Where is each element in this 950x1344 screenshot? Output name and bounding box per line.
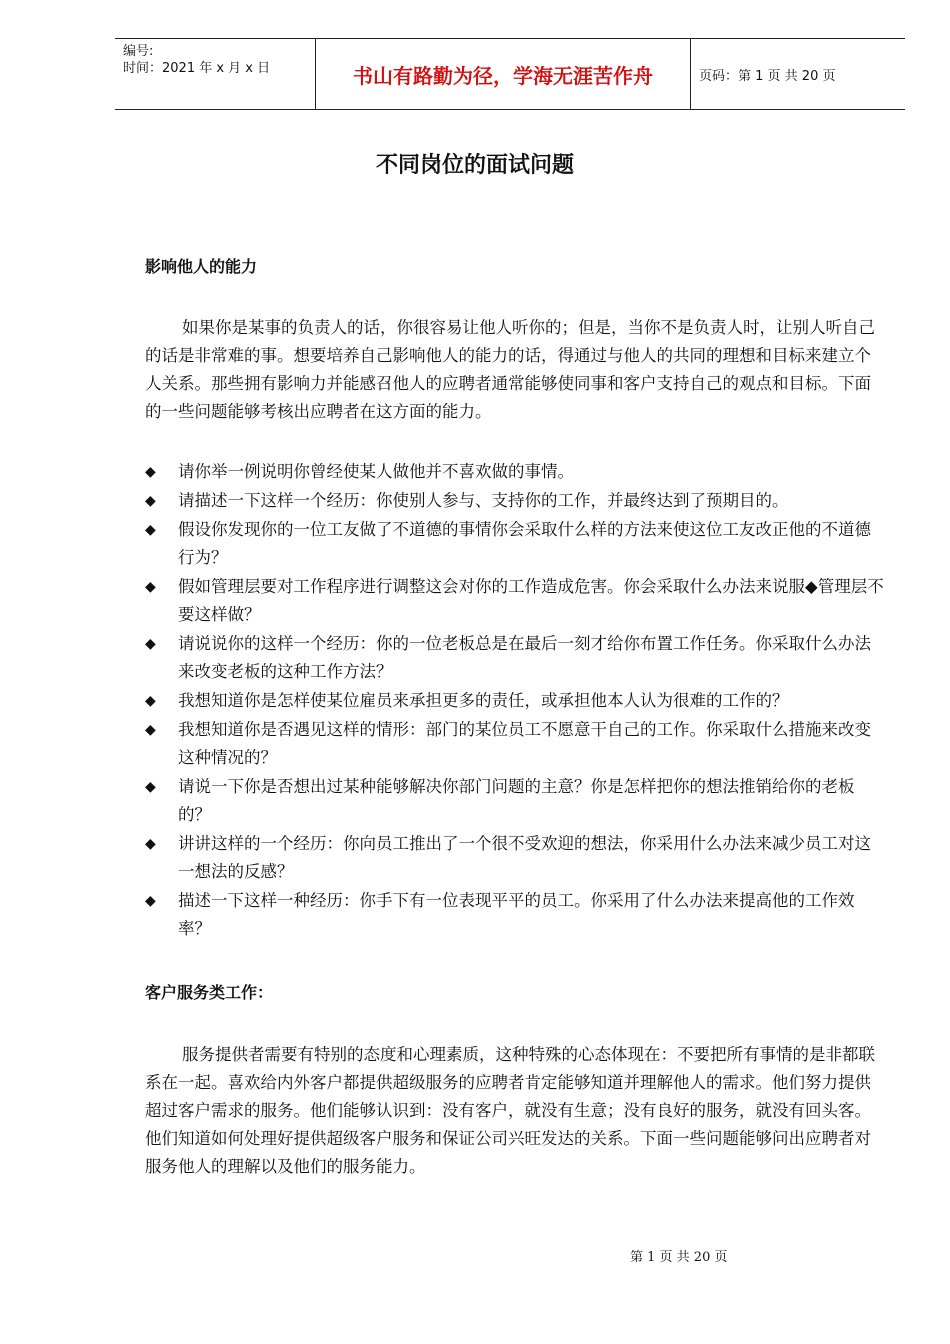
list-item-text: 讲讲这样的一个经历：你向员工推出了一个很不受欢迎的想法，你采用什么办法来减少员工对这一想法的反感？ [178,834,871,881]
time-label: 时间：2021 年 x 月 x 日 [123,61,271,76]
list-item [145,887,885,943]
list-item [145,687,885,715]
diamond-bullet-icon: ◆ [145,636,156,652]
document-header [115,38,905,110]
section-heading-customer-service: 客户服务类工作： [145,983,274,1002]
list-item-text: 描述一下这样一种经历：你手下有一位表现平平的员工。你采用了什么办法来提高他的工作效率？ [178,891,855,938]
list-item-text: 假设你发现你的一位工友做了不道德的事情你会采取什么样的方法来使这位工友改正他的不道德行为？ [178,520,871,567]
page-footer: 第 1 页 共 20 页 [630,1250,728,1265]
section-heading-influence: 影响他人的能力 [145,257,258,276]
page-label: 页码：第 1 页 共 20 页 [699,68,836,84]
question-list-influence [145,458,885,944]
list-item-text: 请你举一例说明你曾经使某人做他并不喜欢做的事情。 [178,462,574,481]
section-paragraph-influence: 如果你是某事的负责人的话，你很容易让他人听你的；但是，当你不是负责人时，让别人听自己的话是非常难的事。想要培养自己影响他人的能力的话，得通过与他人的共同的理想和目标来建立个人关系。那些拥有影响力并能感召他人的应聘者通常能够使同事和客户支持自己的观点和目标。下面的一些问题能够考核出应聘者在这方面的能力。 [145,318,875,421]
list-item-text: 请说一下你是否想出过某种能够解决你部门问题的主意？你是怎样把你的想法推销给你的老板的？ [178,777,855,824]
list-item [145,573,885,629]
list-item [145,830,885,886]
number-label: 编号: [123,44,154,59]
list-item [145,487,885,515]
diamond-bullet-icon: ◆ [145,464,156,480]
page-title: 不同岗位的面试问题 [375,153,574,178]
diamond-bullet-icon: ◆ [145,893,156,909]
list-item [145,630,885,686]
diamond-bullet-icon: ◆ [145,836,156,852]
list-item [145,716,885,772]
motto: 书山有路勤为径，学海无涯苦作舟 [316,39,691,109]
diamond-bullet-icon: ◆ [145,522,156,538]
list-item [145,773,885,829]
list-item-text: 假如管理层要对工作程序进行调整这会对你的工作造成危害。你会采取什么办法来说服◆管理层不要这样做？ [178,577,884,624]
section-paragraph-customer-service: 服务提供者需要有特别的态度和心理素质，这种特殊的心态体现在：不要把所有事情的是非都联系在一起。喜欢给内外客户都提供超级服务的应聘者肯定能够知道并理解他人的需求。他们努力提供超过客户需求的服务。他们能够认识到：没有客户，就没有生意；没有良好的服务，就没有回头客。他们知道如何处理好提供超级客户服务和保证公司兴旺发达的关系。下面一些问题能够问出应聘者对服务他人的理解以及他们的服务能力。 [145,1045,875,1176]
diamond-bullet-icon: ◆ [145,493,156,509]
list-item-text: 我想知道你是怎样使某位雇员来承担更多的责任，或承担他本人认为很难的工作的？ [178,691,789,710]
list-item-text: 请说说你的这样一个经历：你的一位老板总是在最后一刻才给你布置工作任务。你采取什么办法来改变老板的这种工作方法？ [178,634,871,681]
list-item-text: 请描述一下这样一个经历：你使别人参与、支持你的工作，并最终达到了预期目的。 [178,491,789,510]
diamond-bullet-icon: ◆ [145,722,156,738]
header-meta-cell [115,39,316,109]
list-item-text: 我想知道你是否遇见这样的情形：部门的某位员工不愿意干自己的工作。你采取什么措施来改变这种情况的？ [178,720,871,767]
diamond-bullet-icon: ◆ [145,693,156,709]
list-item [145,516,885,572]
diamond-bullet-icon: ◆ [145,779,156,795]
list-item [145,458,885,486]
diamond-bullet-icon: ◆ [145,579,156,595]
